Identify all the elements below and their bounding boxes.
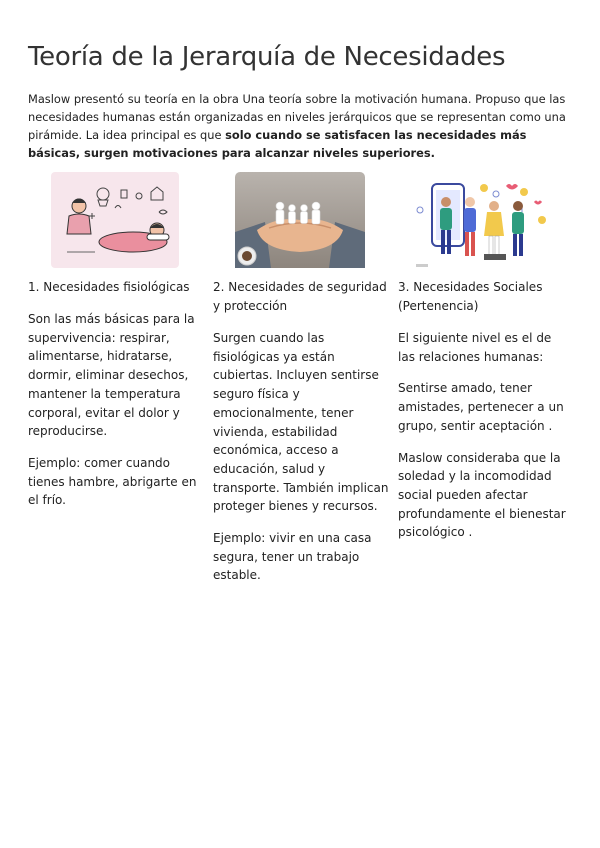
heading-physiological: 1. Necesidades fisiológicas <box>28 280 190 294</box>
illustration-hands-family <box>235 172 365 268</box>
intro-text: Maslow presentó su teoría en la obra Una teoría sobre la motivación humana. Propuso que las necesidades humanas están organizadas en niveles jerárquicos que se representan como una pirámide. La idea principal es que <box>28 92 566 142</box>
page-title: Teoría de la Jerarquía de Necesidades <box>28 42 506 72</box>
heading-security: 2. Necesidades de seguridad y protección <box>213 280 387 313</box>
heading-social: 3. Necesidades Sociales (Pertenencia) <box>398 280 543 313</box>
social-intro: El siguiente nivel es el de las relaciones humanas: <box>398 331 552 364</box>
physiological-needs-image <box>28 172 204 268</box>
security-needs-image <box>213 172 391 268</box>
physiological-example: Ejemplo: comer cuando tienes hambre, abrigarte en el frío. <box>28 455 197 508</box>
intro-bold-text: solo cuando se satisfacen las necesidades más básicas, surgen motivaciones para alcanzar niveles superiores. <box>28 128 527 160</box>
illustration-group-of-friends <box>414 180 554 276</box>
column-security <box>213 172 391 585</box>
social-needs-image <box>398 172 568 268</box>
column-physiological <box>28 172 204 510</box>
illustration-sleeping-person <box>51 172 179 268</box>
physiological-description: Son las más básicas para la supervivencia: respirar, alimentarse, hidratarse, dormir, eliminar desechos, mantener la temperatura corporal, evitar el dolor y reproducirse. <box>28 312 195 439</box>
intro-paragraph <box>28 90 568 162</box>
social-description: Sentirse amado, tener amistades, pertenecer a un grupo, sentir aceptación . <box>398 381 564 433</box>
column-social <box>398 172 568 542</box>
social-note: Maslow consideraba que la soledad y la incomodidad social pueden afectar profundamente el bienestar psicológico . <box>398 450 566 540</box>
security-example: Ejemplo: vivir en una casa segura, tener un trabajo estable. <box>213 531 372 583</box>
security-description: Surgen cuando las fisiológicas ya están cubiertas. Incluyen sentirse seguro física y emocionalmente, tener vivienda, estabilidad económica, acceso a educación, salud y transporte. También implican proteger bienes y recursos. <box>213 331 389 514</box>
